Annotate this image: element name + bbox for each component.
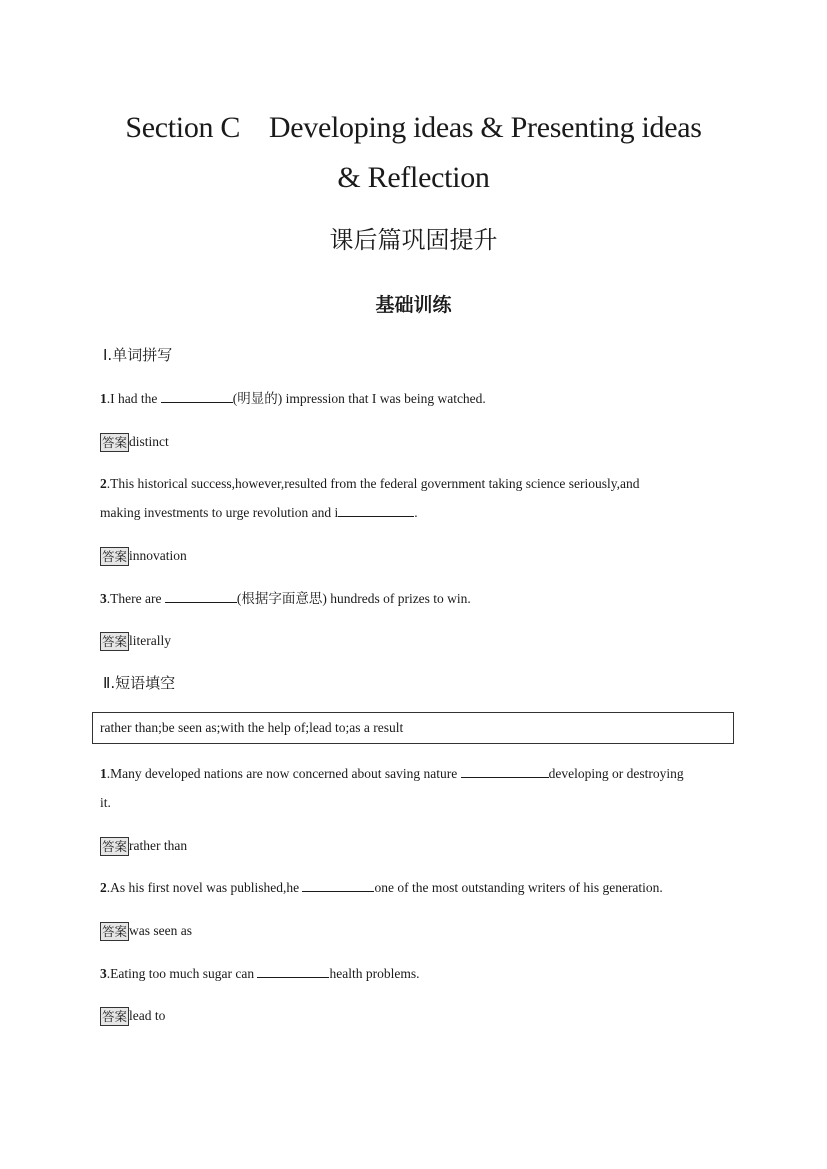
question-number: 2 (100, 476, 107, 491)
title-line-1: Section C Developing ideas & Presenting ideas (125, 111, 702, 144)
question-text: .There are (106, 591, 165, 606)
part2-answer-3 (100, 1005, 165, 1027)
part1-answer-3 (100, 630, 171, 652)
question-text: .I had the (106, 391, 161, 406)
question-number: 2 (100, 880, 107, 895)
question-text: .This historical success,however,resulted from the federal government taking science seriously,and (106, 476, 640, 491)
question-text: making investments to urge revolution and i (100, 505, 339, 520)
answer-text: rather than (129, 838, 188, 853)
question-number: 1 (100, 391, 107, 406)
part1-title: Ⅰ.单词拼写 (103, 346, 173, 364)
answer-blank (257, 963, 329, 978)
question-text: developing or destroying (548, 766, 684, 781)
question-number: 3 (100, 591, 107, 606)
answer-blank (302, 877, 374, 892)
answer-label: 答案 (102, 633, 128, 649)
part1-question-1 (100, 384, 730, 413)
part2-title: Ⅱ.短语填空 (103, 674, 176, 692)
question-text: health problems. (329, 966, 420, 981)
part1-question-3 (100, 584, 730, 613)
question-text: .As his first novel was published,he (106, 880, 303, 895)
part2-question-3 (100, 959, 730, 988)
answer-text: distinct (129, 434, 169, 449)
question-text: (根据字面意思) hundreds of prizes to win. (236, 591, 471, 606)
question-text: one of the most outstanding writers of his generation. (374, 880, 663, 895)
part2-answer-2 (100, 920, 192, 942)
answer-label: 答案 (102, 1008, 128, 1024)
subtitle: 课后篇巩固提升 (329, 226, 498, 254)
question-text: .Many developed nations are now concerned about saving nature (106, 766, 461, 781)
question-number: 1 (100, 766, 107, 781)
answer-label: 答案 (102, 838, 128, 854)
part1-answer-2 (100, 545, 187, 567)
title-line-2: & Reflection (337, 161, 490, 194)
part2-answer-1 (100, 835, 187, 857)
part1-answer-1 (100, 431, 169, 453)
answer-blank (461, 763, 549, 778)
question-text: (明显的) impression that I was being watched. (232, 391, 486, 406)
answer-label: 答案 (102, 434, 128, 450)
answer-text: was seen as (129, 923, 192, 938)
answer-text: innovation (129, 548, 187, 563)
part1-question-2 (100, 469, 730, 527)
section-heading: 基础训练 (375, 294, 452, 316)
question-text: .Eating too much sugar can (106, 966, 258, 981)
answer-blank (338, 502, 414, 517)
answer-label: 答案 (102, 548, 128, 564)
question-text: . (414, 505, 418, 520)
answer-blank (165, 588, 237, 603)
part2-question-2 (100, 873, 730, 902)
answer-text: lead to (129, 1008, 166, 1023)
answer-text: literally (129, 633, 171, 648)
question-text: it. (100, 795, 111, 810)
answer-label: 答案 (102, 923, 128, 939)
part2-question-1 (100, 759, 730, 817)
word-bank-box: rather than;be seen as;with the help of;lead to;as a result (92, 712, 734, 744)
question-number: 3 (100, 966, 107, 981)
answer-blank (161, 388, 233, 403)
